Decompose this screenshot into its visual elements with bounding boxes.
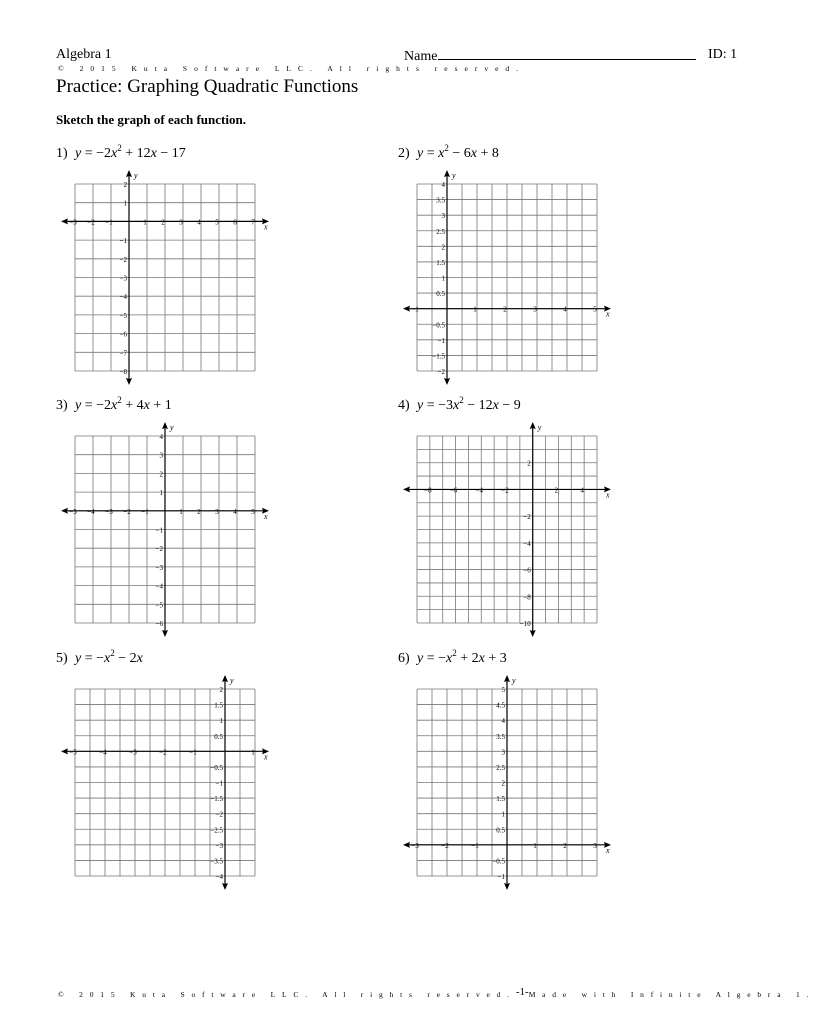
x-tick-label: 7 <box>251 218 255 227</box>
y-tick-label: −7 <box>119 349 127 358</box>
y-axis-arrow-down-icon <box>162 630 168 637</box>
y-tick-label: −4 <box>155 582 163 591</box>
equation: $y = -3x^2 - 12x - 9$ <box>417 395 521 413</box>
x-axis-arrow-left-icon <box>61 218 68 224</box>
y-tick-label: 1 <box>123 199 127 208</box>
y-axis-arrow-down-icon <box>126 378 132 385</box>
y-tick-label: −8 <box>119 368 127 376</box>
y-axis-arrow-up-icon <box>162 422 168 429</box>
y-axis-name: y <box>230 676 234 685</box>
x-tick-label: −3 <box>105 507 113 516</box>
y-tick-label: −1.5 <box>210 795 223 804</box>
y-tick-label: −3 <box>215 841 223 850</box>
y-tick-label: −1 <box>215 779 223 788</box>
y-tick-label: −4 <box>119 293 127 302</box>
y-tick-label: 0.5 <box>496 826 505 835</box>
equation: $y = -2x^2 + 12x - 17$ <box>75 143 186 161</box>
y-tick-label: 4 <box>159 433 163 441</box>
x-axis-name: x <box>264 222 268 232</box>
x-tick-label: 1 <box>179 507 183 516</box>
y-axis-arrow-up-icon <box>444 170 450 177</box>
x-tick-label: 2 <box>563 841 567 850</box>
x-tick-label: 6 <box>233 218 237 227</box>
y-tick-label: −2 <box>119 255 127 264</box>
x-tick-label: −5 <box>69 748 77 757</box>
x-axis-arrow-left-icon <box>403 306 410 312</box>
x-axis-name: x <box>606 845 610 855</box>
x-tick-label: 2 <box>503 305 507 314</box>
footer-made-with: Made with Infinite Algebra 1. <box>528 990 815 999</box>
y-axis-name: y <box>537 423 542 432</box>
y-tick-label: 0.5 <box>214 732 223 741</box>
x-tick-label: 2 <box>554 486 559 495</box>
y-tick-label: 1.5 <box>496 795 505 804</box>
y-tick-label: −5 <box>155 601 163 610</box>
x-tick-label: 4 <box>197 218 201 227</box>
y-axis-name: y <box>170 423 174 432</box>
x-tick-label: −3 <box>129 748 137 757</box>
y-tick-label: −2.5 <box>210 826 223 835</box>
x-axis-name: x <box>264 511 268 521</box>
y-axis-name: y <box>452 171 456 180</box>
instructions: Sketch the graph of each function. <box>56 112 246 127</box>
y-tick-label: 3.5 <box>496 732 505 741</box>
x-tick-label: 4 <box>233 507 237 516</box>
y-axis-name: y <box>134 171 138 180</box>
x-tick-label: −8 <box>424 486 432 495</box>
x-tick-label: −2 <box>159 748 167 757</box>
x-tick-label: 3 <box>179 218 183 227</box>
x-tick-label: 5 <box>251 507 255 516</box>
y-tick-label: 3.5 <box>436 196 445 205</box>
x-tick-label: −1 <box>141 507 149 516</box>
problem-number: 4) <box>398 398 410 413</box>
x-tick-label: −2 <box>87 218 95 227</box>
x-tick-label: 2 <box>197 507 201 516</box>
x-tick-label: −4 <box>87 507 95 516</box>
x-tick-label: −1 <box>471 841 479 850</box>
graph-6[interactable] <box>403 675 611 890</box>
y-tick-label: −6 <box>119 330 127 339</box>
y-tick-label: 3 <box>441 212 445 221</box>
course-name: Algebra 1 <box>56 47 112 62</box>
y-tick-label: −10 <box>519 620 531 628</box>
y-tick-label: −4 <box>523 539 531 548</box>
y-tick-label: 4 <box>441 181 445 189</box>
x-tick-label: 5 <box>215 218 219 227</box>
y-tick-label: 1 <box>219 717 223 726</box>
y-tick-label: −2 <box>155 545 163 554</box>
x-tick-label: 2 <box>161 218 165 227</box>
worksheet-id: ID: 1 <box>708 47 738 62</box>
y-tick-label: 2.5 <box>496 763 505 772</box>
y-tick-label: 1 <box>501 810 505 819</box>
x-tick-label: −2 <box>123 507 131 516</box>
x-axis-arrow-left-icon <box>61 748 68 754</box>
x-tick-label: −6 <box>449 486 458 495</box>
y-tick-label: 0.5 <box>436 290 445 299</box>
y-tick-label: −4 <box>215 873 223 881</box>
x-tick-label: −4 <box>475 486 484 495</box>
y-tick-label: −0.5 <box>492 857 505 866</box>
y-tick-label: 5 <box>501 686 505 694</box>
y-tick-label: 3 <box>501 748 505 757</box>
x-tick-label: 1 <box>143 218 147 227</box>
x-axis-name: x <box>606 490 610 500</box>
y-tick-label: 2 <box>441 243 445 252</box>
y-axis-arrow-up-icon <box>530 422 536 429</box>
y-tick-label: −1 <box>497 873 505 881</box>
y-tick-label: −0.5 <box>210 763 223 772</box>
x-tick-label: −1 <box>105 218 113 227</box>
y-tick-label: −8 <box>523 593 531 602</box>
y-tick-label: 2.5 <box>436 227 445 236</box>
grid-lines <box>75 689 255 876</box>
y-tick-label: 4 <box>501 717 505 726</box>
graph-2[interactable] <box>403 170 611 385</box>
y-tick-label: −1 <box>155 526 163 535</box>
grid-lines <box>75 184 255 371</box>
x-tick-label: 3 <box>593 841 597 850</box>
x-tick-label: −1 <box>189 748 197 757</box>
x-tick-label: 4 <box>580 486 584 495</box>
y-tick-label: 1.5 <box>436 258 445 267</box>
y-tick-label: 3 <box>159 451 163 460</box>
graph-1[interactable] <box>61 170 269 385</box>
x-tick-label: 1 <box>473 305 477 314</box>
x-tick-label: 3 <box>533 305 537 314</box>
equation: $y = x^2 - 6x + 8$ <box>417 143 499 161</box>
y-tick-label: −2 <box>215 810 223 819</box>
graph-3[interactable] <box>61 422 269 637</box>
y-tick-label: −1.5 <box>432 352 445 361</box>
x-axis-arrow-left-icon <box>61 508 68 514</box>
x-tick-label: 5 <box>593 305 597 314</box>
y-axis-arrow-down-icon <box>444 378 450 385</box>
y-axis-arrow-up-icon <box>126 170 132 177</box>
x-tick-label: −5 <box>69 507 77 516</box>
problem-number: 2) <box>398 146 410 161</box>
x-tick-label: −2 <box>501 486 509 495</box>
problem-number: 3) <box>56 398 68 413</box>
copyright-top: © 2015 Kuta Software LLC. All rights reserved. <box>58 64 526 73</box>
y-tick-label: −2 <box>437 368 445 376</box>
x-axis-name: x <box>606 309 610 319</box>
y-tick-label: 2 <box>219 686 223 694</box>
x-tick-label: 3 <box>215 507 219 516</box>
footer <box>58 986 815 999</box>
y-tick-label: −3 <box>119 274 127 283</box>
y-tick-label: −3 <box>155 563 163 572</box>
y-tick-label: −6 <box>523 566 531 575</box>
y-tick-label: −2 <box>523 513 531 522</box>
y-tick-label: −0.5 <box>432 321 445 330</box>
y-axis-arrow-down-icon <box>530 630 536 637</box>
x-axis-name: x <box>264 752 268 762</box>
grid-lines <box>417 436 597 623</box>
equation: $y = -x^2 + 2x + 3$ <box>417 648 507 666</box>
problem-number: 6) <box>398 651 410 666</box>
equation: $y = -2x^2 + 4x + 1$ <box>75 395 172 413</box>
name-label: Name <box>404 49 438 64</box>
problem-number: 5) <box>56 651 68 666</box>
y-axis-name: y <box>512 676 516 685</box>
x-tick-label: −3 <box>411 841 419 850</box>
page-number: -1- <box>515 986 529 998</box>
x-axis-arrow-left-icon <box>403 842 410 848</box>
y-tick-label: 1 <box>441 274 445 283</box>
y-tick-label: −6 <box>155 620 163 628</box>
x-tick-label: −1 <box>411 305 419 314</box>
page-title: Practice: Graphing Quadratic Functions <box>56 76 359 97</box>
y-axis-arrow-up-icon <box>504 675 510 682</box>
equation: $y = -x^2 - 2x$ <box>75 648 143 666</box>
y-tick-label: −1 <box>437 336 445 345</box>
x-tick-label: 1 <box>533 841 537 850</box>
x-tick-label: 1 <box>251 748 255 757</box>
y-tick-label: 1 <box>159 489 163 498</box>
y-tick-label: 2 <box>123 181 127 189</box>
graph-4[interactable] <box>403 422 611 637</box>
x-axis-arrow-left-icon <box>403 486 410 492</box>
problem-number: 1) <box>56 146 68 161</box>
x-tick-label: 4 <box>563 305 567 314</box>
y-tick-label: 2 <box>159 470 163 479</box>
y-tick-label: 4.5 <box>496 701 505 710</box>
y-axis-arrow-down-icon <box>222 883 228 890</box>
x-tick-label: −3 <box>69 218 77 227</box>
y-axis-arrow-up-icon <box>222 675 228 682</box>
footer-copyright: © 2015 Kuta Software LLC. All rights reserved. <box>58 990 516 999</box>
y-tick-label: 1.5 <box>214 701 223 710</box>
graph-5[interactable] <box>61 675 269 890</box>
x-tick-label: −2 <box>441 841 449 850</box>
y-tick-label: 2 <box>527 459 531 468</box>
x-tick-label: −4 <box>99 748 107 757</box>
y-tick-label: −1 <box>119 237 127 246</box>
y-axis-arrow-down-icon <box>504 883 510 890</box>
y-tick-label: −5 <box>119 311 127 320</box>
y-tick-label: 2 <box>501 779 505 788</box>
y-tick-label: −3.5 <box>210 857 223 866</box>
